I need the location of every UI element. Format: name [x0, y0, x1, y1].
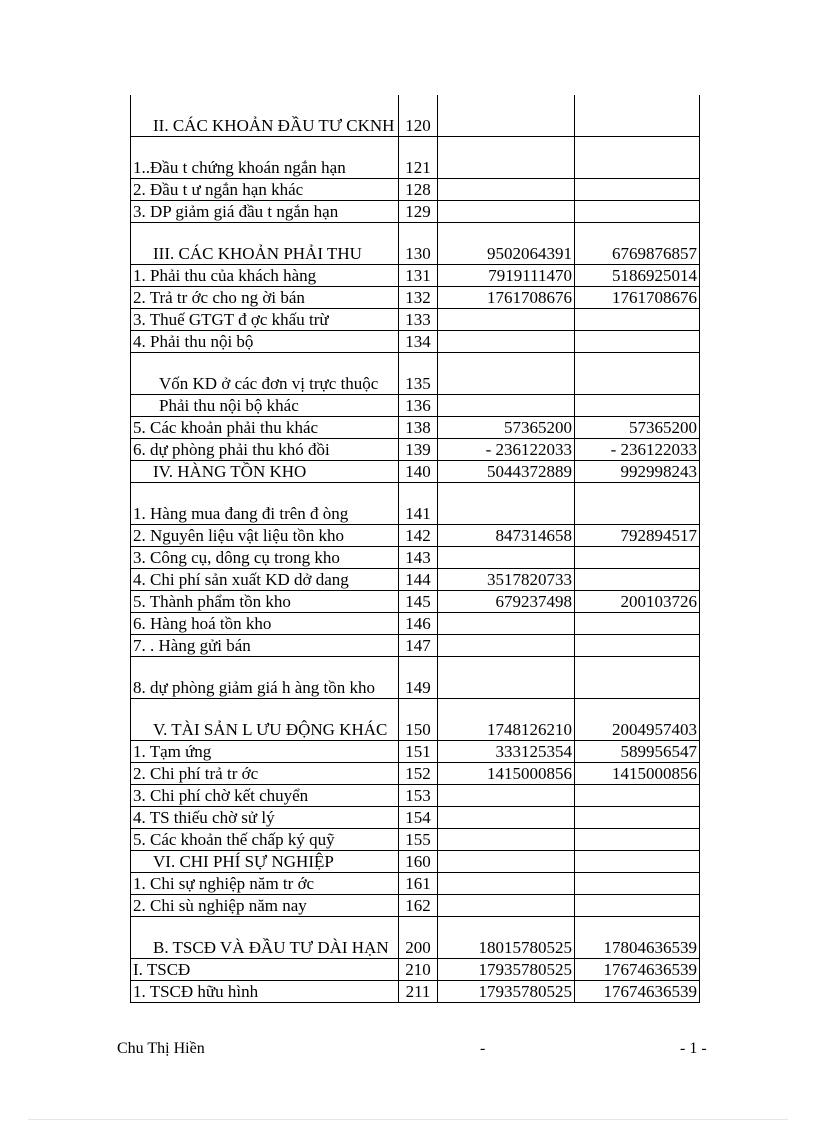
row-value-end	[438, 807, 575, 829]
table-row	[131, 417, 700, 439]
row-value-end	[438, 547, 575, 569]
row-value-end	[438, 829, 575, 851]
row-value-end: 7919111470	[438, 265, 575, 287]
row-code: 160	[399, 851, 438, 873]
row-value-begin	[575, 613, 700, 635]
row-value-end: - 236122033	[438, 439, 575, 461]
row-value-begin	[575, 331, 700, 353]
row-value-end: 1748126210	[438, 699, 575, 741]
row-value-end: 17935780525	[438, 981, 575, 1003]
row-value-end	[438, 873, 575, 895]
table-row	[131, 137, 700, 179]
footer-separator: -	[480, 1040, 486, 1057]
row-value-end: 5044372889	[438, 461, 575, 483]
table-row	[131, 461, 700, 483]
row-code: 146	[399, 613, 438, 635]
row-value-begin	[575, 807, 700, 829]
table-row	[131, 265, 700, 287]
row-value-begin	[575, 657, 700, 699]
row-value-end	[438, 331, 575, 353]
row-label: V. TÀI SẢN L ƯU ĐỘNG KHÁC	[131, 699, 399, 741]
row-value-begin: 2004957403	[575, 699, 700, 741]
row-value-begin	[575, 353, 700, 395]
row-label: I. TSCĐ	[131, 959, 399, 981]
footer-page-number: - 1 -	[680, 1040, 707, 1057]
row-label: 3. DP giảm giá đầu t ngắn hạn	[131, 201, 399, 223]
row-label: Phải thu nội bộ khác	[131, 395, 399, 417]
row-value-begin: 5186925014	[575, 265, 700, 287]
row-value-end	[438, 201, 575, 223]
row-code: 145	[399, 591, 438, 613]
row-value-begin	[575, 547, 700, 569]
page-bottom-rule	[28, 1119, 788, 1120]
row-code: 151	[399, 741, 438, 763]
table-row	[131, 547, 700, 569]
table-row	[131, 331, 700, 353]
table-row	[131, 613, 700, 635]
row-label: 2. Nguyên liệu vật liệu tồn kho	[131, 525, 399, 547]
row-code: 155	[399, 829, 438, 851]
row-value-end: 1415000856	[438, 763, 575, 785]
row-label: 2. Chi phí trả tr ớc	[131, 763, 399, 785]
row-value-end	[438, 657, 575, 699]
row-code: 129	[399, 201, 438, 223]
row-code: 136	[399, 395, 438, 417]
row-label: IV. HÀNG TỒN KHO	[131, 461, 399, 483]
table-row	[131, 699, 700, 741]
row-value-begin: - 236122033	[575, 439, 700, 461]
row-label: 1. Chi sự nghiệp năm tr ớc	[131, 873, 399, 895]
row-value-begin	[575, 785, 700, 807]
row-code: 153	[399, 785, 438, 807]
row-value-begin: 6769876857	[575, 223, 700, 265]
row-value-begin	[575, 309, 700, 331]
row-value-end: 57365200	[438, 417, 575, 439]
row-value-end: 679237498	[438, 591, 575, 613]
row-value-end	[438, 483, 575, 525]
row-value-begin: 17674636539	[575, 981, 700, 1003]
row-label: 1..Đầu t chứng khoán ngắn hạn	[131, 137, 399, 179]
table-row	[131, 287, 700, 309]
row-value-begin: 17674636539	[575, 959, 700, 981]
row-code: 162	[399, 895, 438, 917]
row-value-end	[438, 309, 575, 331]
row-code: 130	[399, 223, 438, 265]
row-value-end: 3517820733	[438, 569, 575, 591]
table-row	[131, 201, 700, 223]
row-value-begin: 992998243	[575, 461, 700, 483]
table-row	[131, 95, 700, 137]
row-code: 121	[399, 137, 438, 179]
row-value-end	[438, 785, 575, 807]
row-value-end	[438, 395, 575, 417]
table-row	[131, 353, 700, 395]
table-row	[131, 959, 700, 981]
row-value-begin	[575, 483, 700, 525]
table-row	[131, 223, 700, 265]
row-code: 150	[399, 699, 438, 741]
row-value-end	[438, 137, 575, 179]
row-value-begin: 589956547	[575, 741, 700, 763]
row-code: 142	[399, 525, 438, 547]
row-label: II. CÁC KHOẢN ĐẦU TƯ CKNH	[131, 95, 399, 137]
table-row	[131, 763, 700, 785]
row-label: 5. Các khoản thế chấp ký quỹ	[131, 829, 399, 851]
row-value-begin: 1415000856	[575, 763, 700, 785]
row-label: 1. Hàng mua đang đi trên đ òng	[131, 483, 399, 525]
row-label: 8. dự phòng giảm giá h àng tồn kho	[131, 657, 399, 699]
table-row	[131, 635, 700, 657]
row-code: 154	[399, 807, 438, 829]
row-value-begin: 17804636539	[575, 917, 700, 959]
row-value-end: 1761708676	[438, 287, 575, 309]
row-code: 138	[399, 417, 438, 439]
row-code: 143	[399, 547, 438, 569]
row-label: 2. Đầu t ư ngắn hạn khác	[131, 179, 399, 201]
table-row	[131, 851, 700, 873]
row-code: 141	[399, 483, 438, 525]
row-label: 4. Chi phí sản xuất KD dở dang	[131, 569, 399, 591]
row-value-end: 17935780525	[438, 959, 575, 981]
row-value-begin: 792894517	[575, 525, 700, 547]
row-label: 3. Chi phí chờ kết chuyển	[131, 785, 399, 807]
row-value-end	[438, 353, 575, 395]
row-code: 144	[399, 569, 438, 591]
table-row	[131, 569, 700, 591]
row-label: Vốn KD ở các đơn vị trực thuộc	[131, 353, 399, 395]
table-row	[131, 395, 700, 417]
row-value-begin	[575, 635, 700, 657]
row-value-begin	[575, 137, 700, 179]
row-code: 135	[399, 353, 438, 395]
row-label: 4. Phải thu nội bộ	[131, 331, 399, 353]
row-code: 139	[399, 439, 438, 461]
row-value-begin	[575, 873, 700, 895]
row-code: 132	[399, 287, 438, 309]
table-row	[131, 309, 700, 331]
row-code: 210	[399, 959, 438, 981]
table-row	[131, 591, 700, 613]
table-row	[131, 741, 700, 763]
row-label: 7. . Hàng gửi bán	[131, 635, 399, 657]
row-value-begin: 57365200	[575, 417, 700, 439]
row-label: VI. CHI PHÍ SỰ NGHIỆP	[131, 851, 399, 873]
row-label: 3. Công cụ, dông cụ trong kho	[131, 547, 399, 569]
balance-sheet-table	[130, 95, 700, 1003]
row-label: 6. Hàng hoá tồn kho	[131, 613, 399, 635]
row-value-begin	[575, 179, 700, 201]
row-value-end: 9502064391	[438, 223, 575, 265]
row-code: 152	[399, 763, 438, 785]
row-value-end: 333125354	[438, 741, 575, 763]
table-row	[131, 807, 700, 829]
row-label: 2. Chi sù nghiệp năm nay	[131, 895, 399, 917]
row-label: 4. TS thiếu chờ sử lý	[131, 807, 399, 829]
row-value-end	[438, 895, 575, 917]
row-label: 6. dự phòng phải thu khó đồi	[131, 439, 399, 461]
row-label: 3. Thuế GTGT đ ợc khấu trừ	[131, 309, 399, 331]
row-code: 140	[399, 461, 438, 483]
table-row	[131, 873, 700, 895]
row-code: 200	[399, 917, 438, 959]
row-label: 5. Các khoản phải thu khác	[131, 417, 399, 439]
row-value-begin	[575, 201, 700, 223]
row-label: 5. Thành phẩm tồn kho	[131, 591, 399, 613]
row-value-begin	[575, 851, 700, 873]
row-code: 211	[399, 981, 438, 1003]
row-code: 161	[399, 873, 438, 895]
table-row	[131, 525, 700, 547]
row-value-end	[438, 179, 575, 201]
row-value-end: 18015780525	[438, 917, 575, 959]
table-row	[131, 657, 700, 699]
table-row	[131, 829, 700, 851]
row-label: 1. TSCĐ hữu hình	[131, 981, 399, 1003]
table-row	[131, 439, 700, 461]
table-row	[131, 179, 700, 201]
table-row	[131, 895, 700, 917]
row-value-end	[438, 95, 575, 137]
footer-author: Chu Thị Hiền	[117, 1040, 205, 1057]
row-code: 133	[399, 309, 438, 331]
table-row	[131, 785, 700, 807]
table-row	[131, 483, 700, 525]
row-code: 128	[399, 179, 438, 201]
row-label: 1. Tạm ứng	[131, 741, 399, 763]
row-label: 1. Phải thu của khách hàng	[131, 265, 399, 287]
row-code: 149	[399, 657, 438, 699]
row-value-end	[438, 851, 575, 873]
row-value-begin	[575, 569, 700, 591]
row-value-end	[438, 613, 575, 635]
row-value-end: 847314658	[438, 525, 575, 547]
table-row	[131, 917, 700, 959]
row-label: 2. Trả tr ớc cho ng ời bán	[131, 287, 399, 309]
row-value-end	[438, 635, 575, 657]
row-code: 147	[399, 635, 438, 657]
row-value-begin	[575, 829, 700, 851]
table-row	[131, 981, 700, 1003]
row-value-begin: 1761708676	[575, 287, 700, 309]
row-code: 134	[399, 331, 438, 353]
row-label: B. TSCĐ VÀ ĐẦU TƯ DÀI HẠN	[131, 917, 399, 959]
row-value-begin	[575, 895, 700, 917]
row-value-begin	[575, 95, 700, 137]
row-value-begin	[575, 395, 700, 417]
row-code: 131	[399, 265, 438, 287]
row-label: III. CÁC KHOẢN PHẢI THU	[131, 223, 399, 265]
row-code: 120	[399, 95, 438, 137]
row-value-begin: 200103726	[575, 591, 700, 613]
